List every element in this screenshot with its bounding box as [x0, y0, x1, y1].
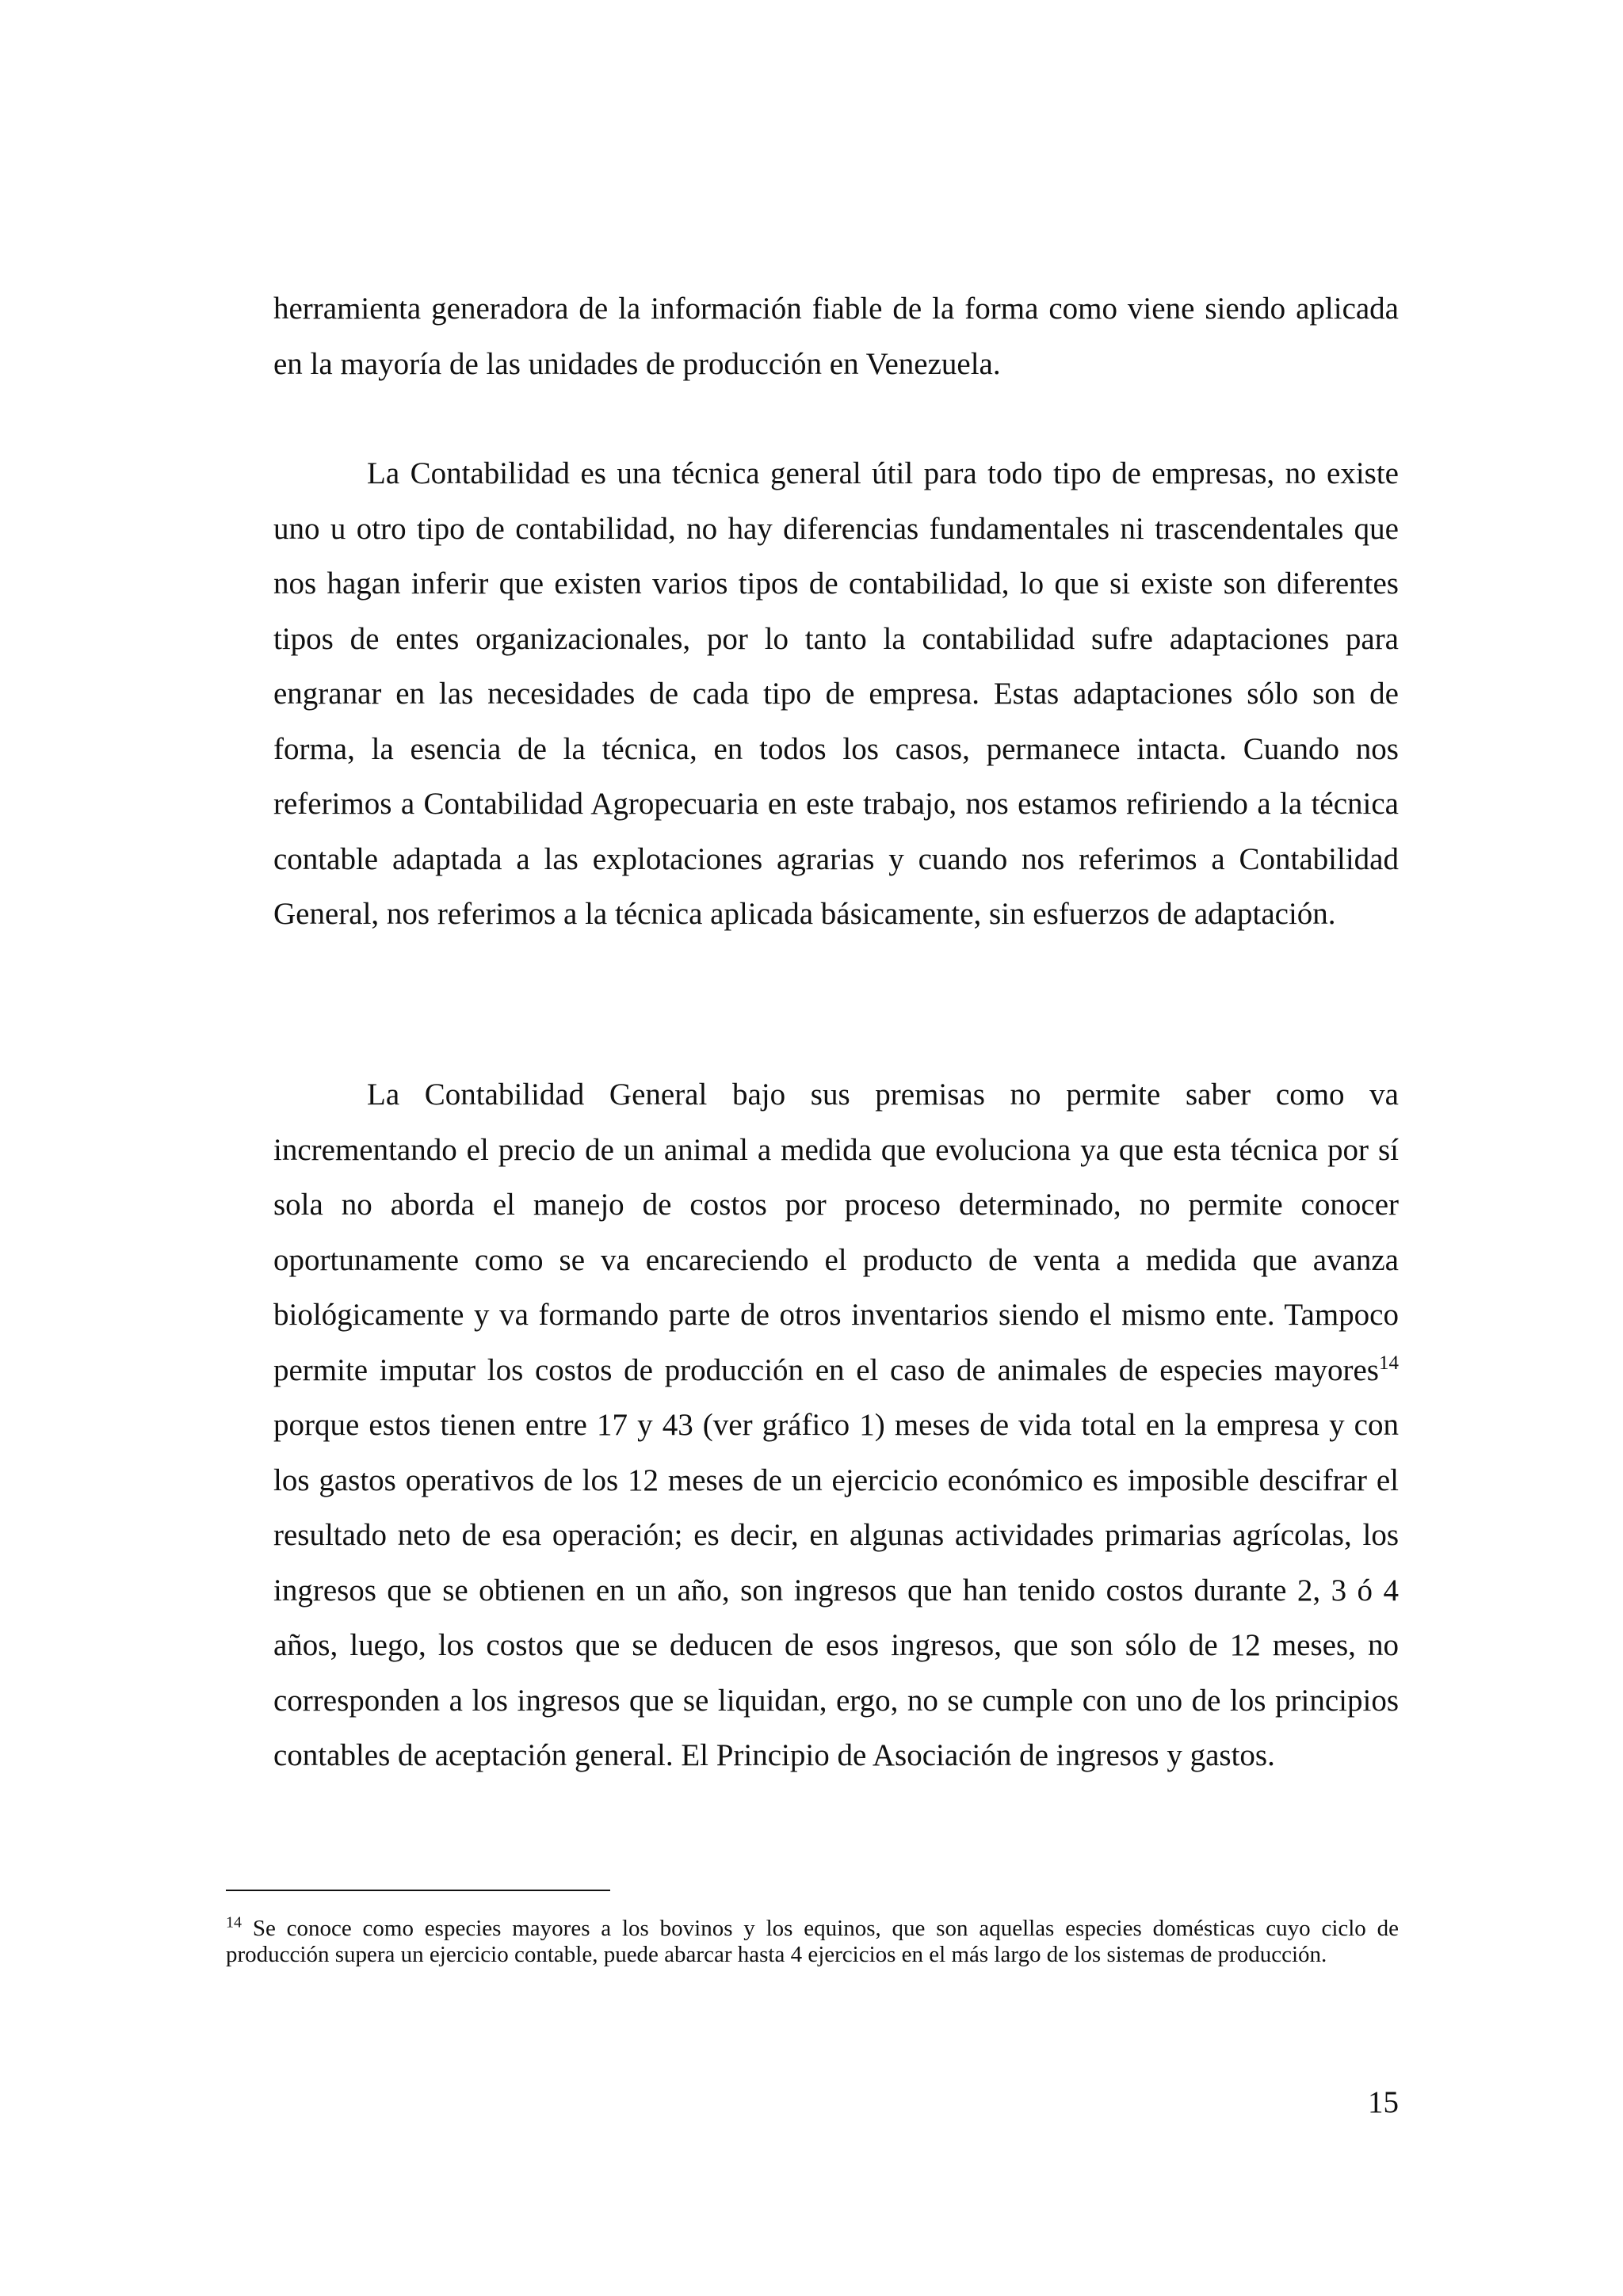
paragraph-text-after-footnote: porque estos tienen entre 17 y 43 (ver gráfico 1) meses de vida total en la empresa y con los gastos operativos de los 12 meses de un ejercicio económico es imposible descifrar el resultado neto de esa operación; es decir, en algunas actividades primarias agrícolas, los ingresos que se obtienen en un año, son ingresos que han tenido costos durante 2, 3 ó 4 años, luego, los costos que se deducen de esos ingresos, que son sólo de 12 meses, no corresponden a los ingresos que se liquidan, ergo, no se cumple con uno de los principios contables de aceptación general. El Principio de Asociación de ingresos y gastos.: [273, 1408, 1399, 1772]
paragraph-continuation: herramienta generadora de la información fiable de la forma como viene siendo aplicada en la mayoría de las unidades de producción en Venezuela.: [273, 292, 1399, 381]
footnote-reference: 14: [1379, 1352, 1399, 1374]
footnote-divider: [226, 1890, 610, 1891]
footnote: [226, 1913, 1399, 1968]
paragraph-contabilidad-general: [273, 1067, 1399, 1783]
paragraph-contabilidad-tecnica: La Contabilidad es una técnica general útil para todo tipo de empresas, no existe uno u otro tipo de contabilidad, no hay diferencias fundamentales ni trascendentales que nos hagan inferir que existen varios tipos de contabilidad, lo que si existe son diferentes tipos de entes organizacionales, por lo tanto la contabilidad sufre adaptaciones para engranar en las necesidades de cada tipo de empresa. Estas adaptaciones sólo son de forma, la esencia de la técnica, en todos los casos, permanece intacta. Cuando nos referimos a Contabilidad Agropecuaria en este trabajo, nos estamos refiriendo a la técnica contable adaptada a las explotaciones agrarias y cuando nos referimos a Contabilidad General, nos referimos a la técnica aplicada básicamente, sin esfuerzos de adaptación.: [273, 456, 1399, 931]
page-number: 15: [1368, 2085, 1399, 2119]
footnote-number: 14: [226, 1913, 242, 1932]
paragraph-text-before-footnote: La Contabilidad General bajo sus premisas no permite saber como va incrementando el precio de un animal a medida que evoluciona ya que esta técnica por sí sola no aborda el manejo de costos por proceso determinado, no permite conocer oportunamente como se va encareciendo el producto de venta a medida que avanza biológicamente y va formando parte de otros inventarios siendo el mismo ente. Tampoco permite imputar los costos de producción en el caso de animales de especies mayores: [273, 1077, 1399, 1387]
footnote-text: Se conoce como especies mayores a los bovinos y los equinos, que son aquellas especies domésticas cuyo ciclo de producción supera un ejercicio contable, puede abarcar hasta 4 ejercicios en el más largo de los sistemas de producción.: [226, 1916, 1399, 1967]
